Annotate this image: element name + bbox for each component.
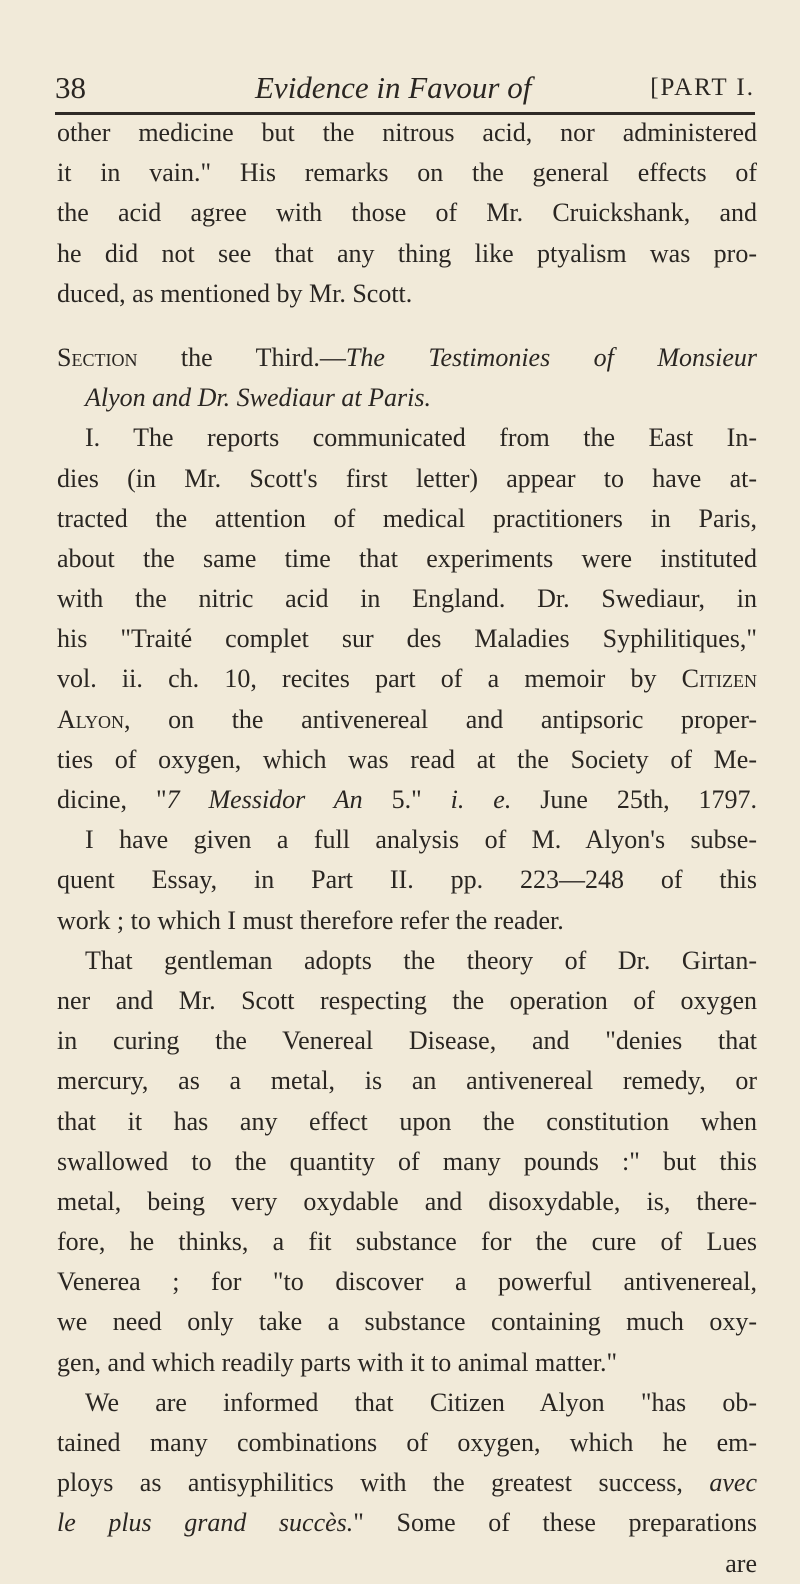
- text-run-italic: avec: [709, 1468, 757, 1498]
- text-line: fore, he thinks, a fit substance for the cure of Lues: [57, 1227, 757, 1257]
- text-line: swallowed to the quantity of many pounds :" but this: [57, 1146, 757, 1176]
- text-line: tained many combinations of oxygen, which he em-: [57, 1428, 757, 1457]
- part-label: [PART I.: [650, 74, 755, 101]
- text-line: quent Essay, in Part II. pp. 223—248 of this: [57, 865, 757, 895]
- text-run: , on the antivenereal and antipsoric proper-: [123, 704, 757, 734]
- text-line: I have given a full analysis of M. Alyon's subse-: [85, 825, 757, 855]
- text-line: That gentleman adopts the theory of Dr. Girtan-: [85, 945, 757, 975]
- text-line: in curing the Venereal Disease, and "denies that: [57, 1026, 757, 1056]
- text-run-small-caps: Alyon: [57, 704, 124, 734]
- heading-lead: Section: [57, 342, 138, 372]
- text-run: vol. ii. ch. 10, recites part of a memoir by: [57, 664, 682, 694]
- section-heading: [57, 338, 757, 378]
- text-line: duced, as mentioned by Mr. Scott.: [57, 278, 413, 308]
- text-line: we need only take a substance containing much oxy-: [57, 1307, 757, 1337]
- text-run-italic: 7 Messidor An: [166, 785, 363, 814]
- text-line: it in vain." His remarks on the general effects of: [57, 158, 757, 188]
- text-line: I. The reports communicated from the East In-: [85, 423, 757, 453]
- running-head: [55, 66, 755, 110]
- text-line: about the same time that experiments were instituted: [57, 543, 757, 573]
- text-line: other medicine but the nitrous acid, nor administered: [57, 118, 757, 147]
- page-number: 38: [55, 70, 86, 105]
- body-text: [57, 113, 757, 1584]
- text-line: with the nitric acid in England. Dr. Swediaur, in: [57, 584, 757, 614]
- text-line: he did not see that any thing like ptyalism was pro-: [57, 238, 757, 268]
- text-line: [57, 780, 757, 820]
- text-run-italic: i. e.: [450, 785, 512, 814]
- text-run: dicine, ": [57, 785, 167, 814]
- text-line: his "Traité complet sur des Maladies Syphilitiques,": [57, 624, 757, 654]
- text-line: gen, and which readily parts with it to animal matter.": [57, 1347, 618, 1377]
- running-title: Evidence in Favour of: [255, 70, 532, 105]
- catchword: are: [725, 1548, 757, 1578]
- text-line: that it has any effect upon the constitution when: [57, 1106, 757, 1136]
- heading-title: The Testimonies of Monsieur: [345, 342, 757, 372]
- text-line: metal, being very oxydable and disoxydable, is, there-: [57, 1186, 757, 1216]
- text-line: We are informed that Citizen Alyon "has ob-: [85, 1387, 757, 1417]
- text-line: [57, 1503, 757, 1543]
- text-run: ploys as antisyphilitics with the greatest success,: [57, 1468, 683, 1498]
- section-heading-line-2: Alyon and Dr. Swediaur at Paris.: [85, 383, 431, 413]
- text-line: ties of oxygen, which was read at the Society of Me-: [57, 744, 757, 774]
- heading-rest: the Third.—: [137, 342, 346, 372]
- text-line: [57, 700, 757, 740]
- text-line: work ; to which I must therefore refer the reader.: [57, 905, 564, 935]
- text-run-italic: le plus grand succès.: [57, 1508, 354, 1538]
- text-run: " Some of these preparations: [353, 1508, 757, 1538]
- text-run: 5.": [362, 785, 451, 814]
- text-line: [57, 1463, 757, 1503]
- text-line: tracted the attention of medical practitioners in Paris,: [57, 503, 757, 533]
- text-run-small-caps: Citizen: [681, 664, 757, 694]
- text-line: dies (in Mr. Scott's first letter) appear to have at-: [57, 463, 757, 493]
- text-line: ner and Mr. Scott respecting the operation of oxygen: [57, 985, 757, 1015]
- text-line: [57, 659, 757, 699]
- section-gap: [57, 314, 757, 338]
- text-line: mercury, as a metal, is an antivenereal remedy, or: [57, 1066, 757, 1096]
- text-line: Venerea ; for "to discover a powerful antivenereal,: [57, 1267, 757, 1297]
- text-run: June 25th, 1797.: [511, 785, 757, 814]
- text-line: the acid agree with those of Mr. Cruickshank, and: [57, 198, 757, 228]
